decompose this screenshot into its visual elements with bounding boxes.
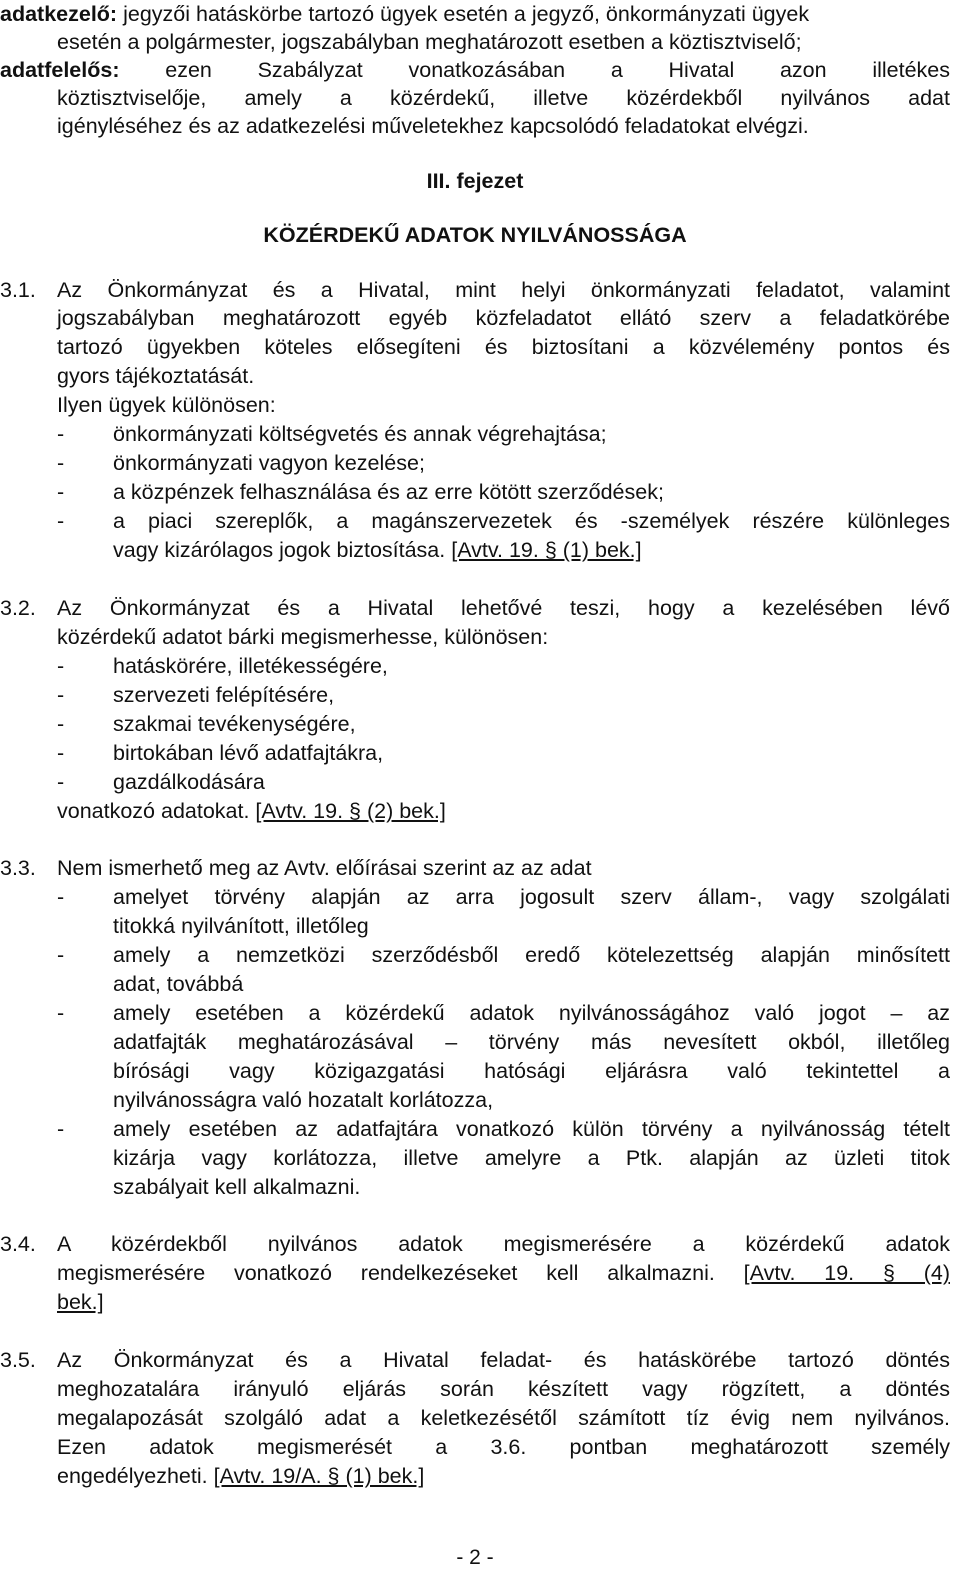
- list-bullet: -: [57, 741, 65, 765]
- section-3-2-closing: [57, 797, 950, 825]
- term-adatfelelos: adatfelelős:: [0, 58, 120, 82]
- legal-reference: [Avtv. 19/A. § (1) bek.]: [213, 1464, 425, 1488]
- list-item-continuation: bírósági vagy közigazgatási hatósági eljárásra való tekintettel a: [113, 1059, 950, 1083]
- list-item: önkormányzati vagyon kezelése;: [113, 451, 425, 475]
- section-3-1-line-1: Az Önkormányzat és a Hivatal, mint helyi önkormányzati feladatot, valamint: [57, 278, 950, 302]
- list-item: szakmai tevékenységére,: [113, 712, 356, 736]
- list-bullet: -: [57, 451, 65, 475]
- list-item: birtokában lévő adatfajtákra,: [113, 741, 384, 765]
- list-item-continuation: szabályait kell alkalmazni.: [113, 1175, 361, 1199]
- list-item-continuation: kizárja vagy korlátozza, illetve amelyre a Ptk. alapján az üzleti titok: [113, 1146, 950, 1170]
- list-item-continuation: nyilvánosságra való hozatalt korlátozza,: [113, 1088, 494, 1112]
- list-bullet: -: [57, 1001, 65, 1025]
- section-3-4-line-3: [57, 1288, 950, 1316]
- list-item: gazdálkodására: [113, 770, 265, 794]
- list-item-continuation: adat, továbbá: [113, 972, 244, 996]
- list-item: a közpénzek felhasználása és az erre kötött szerződések;: [113, 480, 664, 504]
- list-bullet: -: [57, 943, 65, 967]
- legal-reference: [Avtv. 19. § (1) bek.]: [451, 538, 642, 562]
- section-text: megismerésére vonatkozó rendelkezéseket kell alkalmazni.: [57, 1261, 744, 1285]
- section-3-2-line-2: közérdekű adatot bárki megismerhesse, különösen:: [57, 625, 549, 649]
- definition-adatkezelo-line-2: esetén a polgármester, jogszabályban meghatározott esetben a köztisztviselő;: [57, 30, 802, 54]
- list-item: szervezeti felépítésére,: [113, 683, 335, 707]
- list-item: amely a nemzetközi szerződésből eredő kötelezettség alapján minősített: [113, 943, 950, 967]
- list-item: amelyet törvény alapján az arra jogosult szerv állam-, vagy szolgálati: [113, 885, 950, 909]
- definition-text: jegyzői hatáskörbe tartozó ügyek esetén a jegyző, önkormányzati ügyek: [117, 2, 810, 26]
- legal-reference: bek.]: [57, 1290, 104, 1314]
- definition-adatkezelo-line-1: [0, 0, 950, 28]
- chapter-number: III. fejezet: [426, 169, 524, 193]
- term-adatkezelo: adatkezelő:: [0, 2, 118, 26]
- section-3-2-line-1: Az Önkormányzat és a Hivatal lehetővé teszi, hogy a kezelésében lévő: [57, 596, 950, 620]
- section-number-3-2: 3.2.: [0, 596, 36, 620]
- list-item-text: vagy kizárólagos jogok biztosítása.: [113, 538, 452, 562]
- list-bullet: -: [57, 770, 65, 794]
- list-bullet: -: [57, 654, 65, 678]
- section-number-3-1: 3.1.: [0, 278, 36, 302]
- list-bullet: -: [57, 885, 65, 909]
- section-3-1-line-5: Ilyen ügyek különösen:: [57, 393, 276, 417]
- list-bullet: -: [57, 422, 65, 446]
- list-bullet: -: [57, 480, 65, 504]
- section-number-3-5: 3.5.: [0, 1348, 36, 1372]
- chapter-title: KÖZÉRDEKŰ ADATOK NYILVÁNOSSÁGA: [263, 223, 687, 247]
- list-item-continuation: titokká nyilvánított, illetőleg: [113, 914, 369, 938]
- section-number-3-4: 3.4.: [0, 1232, 36, 1256]
- section-3-3-line-1: Nem ismerhető meg az Avtv. előírásai szerint az az adat: [57, 856, 592, 880]
- definition-adatfelelos-line-3: igényléséhez és az adatkezelési műveletekhez kapcsolódó feladatokat elvégzi.: [57, 114, 809, 138]
- list-bullet: -: [57, 509, 65, 533]
- legal-reference: [Avtv. 19. § (2) bek.]: [255, 799, 446, 823]
- list-bullet: -: [57, 683, 65, 707]
- section-3-1-line-3: tartozó ügyekben köteles elősegíteni és biztosítani a közvélemény pontos és: [57, 335, 950, 359]
- list-bullet: -: [57, 712, 65, 736]
- section-3-1-line-2: jogszabályban meghatározott egyéb közfeladatot ellátó szerv a feladatkörébe: [57, 306, 950, 330]
- definition-text: ezen Szabályzat vonatkozásában a Hivatal azon illetékes: [165, 58, 950, 82]
- definition-adatfelelos-line-2: köztisztviselője, amely a közérdekű, illetve közérdekből nyilvános adat: [57, 86, 950, 110]
- list-item-continuation: [113, 536, 950, 564]
- list-item: önkormányzati költségvetés és annak végrehajtása;: [113, 422, 607, 446]
- page-number: - 2 -: [456, 1546, 494, 1569]
- section-3-5-line-3: megalapozását szolgáló adat a keletkezésétől számított tíz évig nem nyilvános.: [57, 1406, 950, 1430]
- definition-adatfelelos-line-1: [0, 56, 950, 84]
- list-item: amely esetében az adatfajtára vonatkozó külön törvény a nyilvánosság tételt: [113, 1117, 950, 1141]
- section-number-3-3: 3.3.: [0, 856, 36, 880]
- section-3-5-line-2: meghozatalára irányuló eljárás során készített vagy rögzített, a döntés: [57, 1377, 950, 1401]
- closing-text: vonatkozó adatokat.: [57, 799, 256, 823]
- list-item: hatáskörére, illetékességére,: [113, 654, 388, 678]
- list-bullet: -: [57, 1117, 65, 1141]
- legal-reference: [Avtv. 19. § (4): [743, 1261, 950, 1285]
- section-3-1-line-4: gyors tájékoztatását.: [57, 364, 255, 388]
- section-3-4-line-1: A közérdekből nyilvános adatok megismerésére a közérdekű adatok: [57, 1232, 950, 1256]
- list-item: a piaci szereplők, a magánszervezetek és -személyek részére különleges: [113, 509, 950, 533]
- list-item-continuation: adatfajták meghatározásával – törvény más nevesített okból, illetőleg: [113, 1030, 950, 1054]
- section-text: engedélyezheti.: [57, 1464, 214, 1488]
- section-3-5-line-1: Az Önkormányzat és a Hivatal feladat- és hatáskörébe tartozó döntés: [57, 1348, 950, 1372]
- list-item: amely esetében a közérdekű adatok nyilvánosságához való jogot – az: [113, 1001, 950, 1025]
- section-3-5-line-4: Ezen adatok megismerését a 3.6. pontban meghatározott személy: [57, 1435, 950, 1459]
- section-3-5-line-5: [57, 1462, 950, 1490]
- section-3-4-line-2: [57, 1259, 950, 1287]
